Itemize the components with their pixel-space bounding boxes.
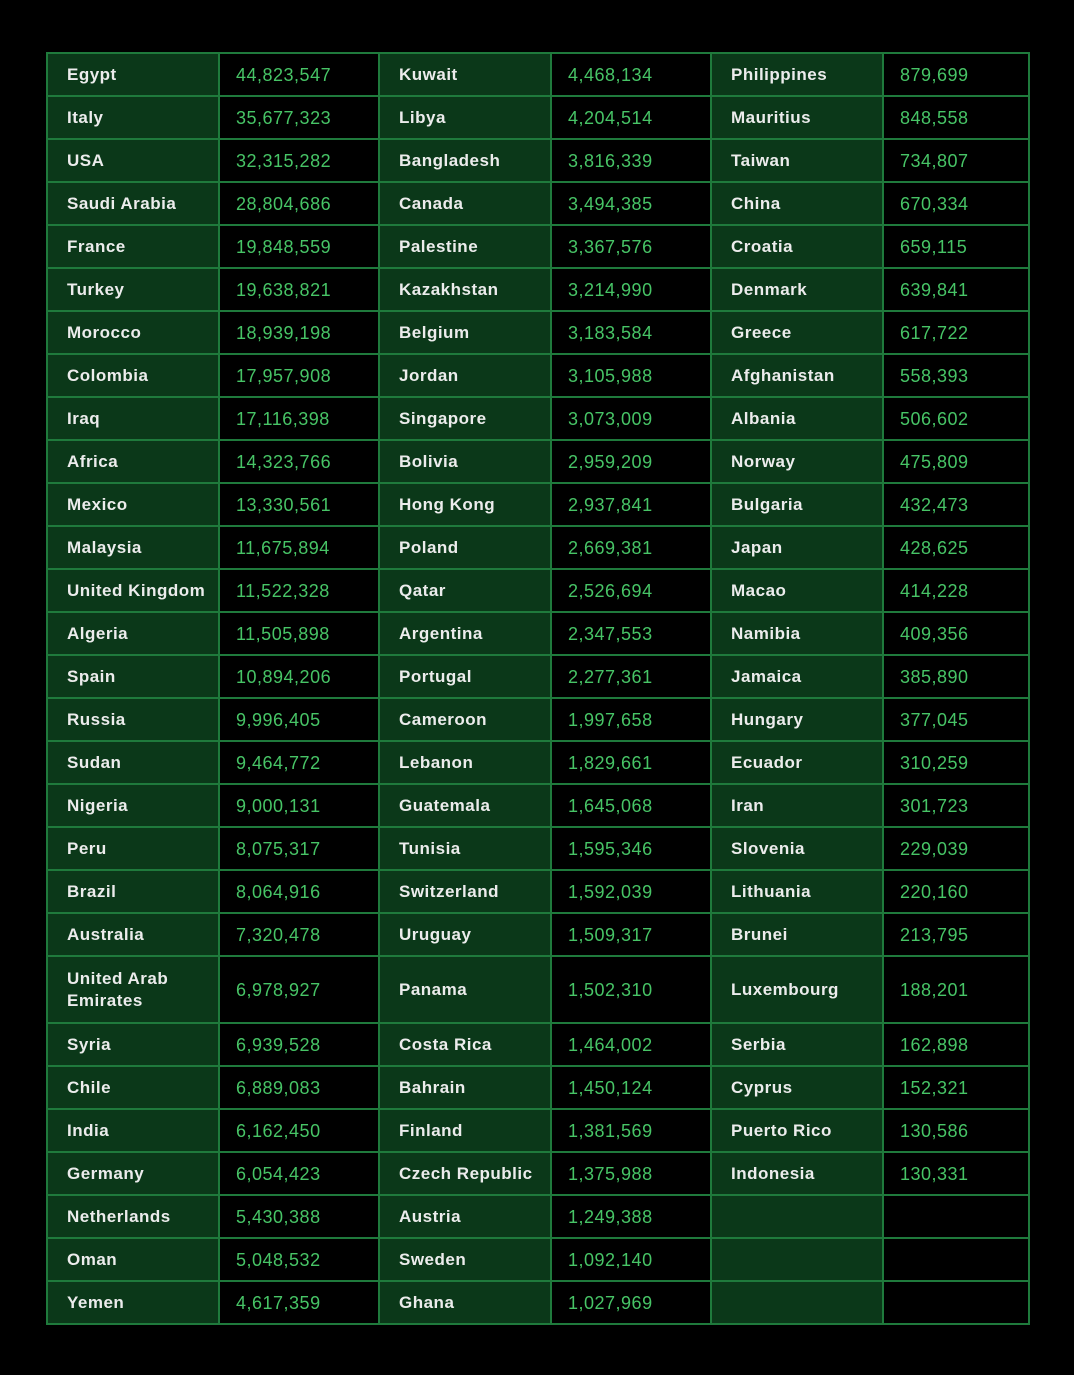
country-value-cell: 4,617,359 [219, 1281, 379, 1324]
country-name-cell: Nigeria [47, 784, 219, 827]
country-value-cell: 10,894,206 [219, 655, 379, 698]
country-value-cell: 1,997,658 [551, 698, 711, 741]
country-name-cell: India [47, 1109, 219, 1152]
country-name-cell: Cameroon [379, 698, 551, 741]
country-name-cell: Uruguay [379, 913, 551, 956]
country-value-cell: 28,804,686 [219, 182, 379, 225]
country-name-cell [711, 1281, 883, 1324]
country-value-cell: 3,073,009 [551, 397, 711, 440]
country-name-cell: Jordan [379, 354, 551, 397]
table-row [47, 1238, 1029, 1281]
table-row [47, 784, 1029, 827]
country-name-cell: Finland [379, 1109, 551, 1152]
country-name-cell: Hungary [711, 698, 883, 741]
country-value-cell: 1,595,346 [551, 827, 711, 870]
country-name-cell: Belgium [379, 311, 551, 354]
table-row [47, 354, 1029, 397]
country-value-cell: 639,841 [883, 268, 1029, 311]
country-value-cell: 229,039 [883, 827, 1029, 870]
country-name-cell: Turkey [47, 268, 219, 311]
country-name-cell: Puerto Rico [711, 1109, 883, 1152]
country-value-cell: 7,320,478 [219, 913, 379, 956]
country-value-cell: 428,625 [883, 526, 1029, 569]
country-value-cell: 558,393 [883, 354, 1029, 397]
table-row [47, 698, 1029, 741]
country-name-cell: Malaysia [47, 526, 219, 569]
country-value-cell: 18,939,198 [219, 311, 379, 354]
country-name-cell: Panama [379, 956, 551, 1023]
country-name-cell: Qatar [379, 569, 551, 612]
country-name-cell: Chile [47, 1066, 219, 1109]
country-value-cell: 130,586 [883, 1109, 1029, 1152]
table-row [47, 440, 1029, 483]
country-name-cell: Singapore [379, 397, 551, 440]
country-name-cell: Macao [711, 569, 883, 612]
country-value-cell: 1,027,969 [551, 1281, 711, 1324]
country-value-cell [883, 1238, 1029, 1281]
country-name-cell: Switzerland [379, 870, 551, 913]
country-value-cell: 310,259 [883, 741, 1029, 784]
country-name-cell: Spain [47, 655, 219, 698]
table-row [47, 827, 1029, 870]
table-row [47, 913, 1029, 956]
country-name-cell: Netherlands [47, 1195, 219, 1238]
country-value-cell: 162,898 [883, 1023, 1029, 1066]
country-value-cell: 670,334 [883, 182, 1029, 225]
table-row [47, 397, 1029, 440]
country-name-cell: Hong Kong [379, 483, 551, 526]
country-value-cell: 11,505,898 [219, 612, 379, 655]
country-value-cell: 11,675,894 [219, 526, 379, 569]
country-value-cell: 734,807 [883, 139, 1029, 182]
table-row [47, 1066, 1029, 1109]
country-value-cell: 6,162,450 [219, 1109, 379, 1152]
country-value-cell: 9,996,405 [219, 698, 379, 741]
table-row [47, 1109, 1029, 1152]
table-row [47, 1152, 1029, 1195]
country-value-cell: 213,795 [883, 913, 1029, 956]
country-value-cell: 506,602 [883, 397, 1029, 440]
country-name-cell: Yemen [47, 1281, 219, 1324]
country-name-cell: Mauritius [711, 96, 883, 139]
country-name-cell: Japan [711, 526, 883, 569]
country-value-cell: 11,522,328 [219, 569, 379, 612]
country-name-cell: Mexico [47, 483, 219, 526]
table-row [47, 1023, 1029, 1066]
country-name-cell: Greece [711, 311, 883, 354]
country-name-cell: Oman [47, 1238, 219, 1281]
country-value-cell: 2,959,209 [551, 440, 711, 483]
country-name-cell: Kuwait [379, 53, 551, 96]
country-name-cell: Libya [379, 96, 551, 139]
country-value-cell: 475,809 [883, 440, 1029, 483]
country-value-cell: 32,315,282 [219, 139, 379, 182]
country-value-cell: 1,464,002 [551, 1023, 711, 1066]
country-value-cell: 409,356 [883, 612, 1029, 655]
country-value-cell: 9,000,131 [219, 784, 379, 827]
country-value-cell: 6,054,423 [219, 1152, 379, 1195]
country-value-cell: 377,045 [883, 698, 1029, 741]
table-row [47, 1195, 1029, 1238]
country-value-cell: 1,092,140 [551, 1238, 711, 1281]
country-name-cell: France [47, 225, 219, 268]
country-value-cell: 2,526,694 [551, 569, 711, 612]
country-value-cell: 385,890 [883, 655, 1029, 698]
country-value-cell: 3,494,385 [551, 182, 711, 225]
country-name-cell: China [711, 182, 883, 225]
country-value-cell: 19,638,821 [219, 268, 379, 311]
country-name-cell: Philippines [711, 53, 883, 96]
country-name-cell: Kazakhstan [379, 268, 551, 311]
table-row [47, 53, 1029, 96]
country-name-cell: Bangladesh [379, 139, 551, 182]
country-value-cell: 13,330,561 [219, 483, 379, 526]
country-name-cell [711, 1238, 883, 1281]
country-name-cell: United Arab Emirates [47, 956, 219, 1023]
country-value-table [46, 52, 1030, 1325]
country-name-cell: Saudi Arabia [47, 182, 219, 225]
country-name-cell: Iraq [47, 397, 219, 440]
country-value-cell: 848,558 [883, 96, 1029, 139]
country-value-cell: 9,464,772 [219, 741, 379, 784]
country-value-cell: 130,331 [883, 1152, 1029, 1195]
country-value-cell: 1,509,317 [551, 913, 711, 956]
country-value-cell: 17,957,908 [219, 354, 379, 397]
country-name-cell: Namibia [711, 612, 883, 655]
country-name-cell [711, 1195, 883, 1238]
country-value-cell: 1,592,039 [551, 870, 711, 913]
country-value-cell: 44,823,547 [219, 53, 379, 96]
country-value-cell: 19,848,559 [219, 225, 379, 268]
country-name-cell: Norway [711, 440, 883, 483]
table-row [47, 1281, 1029, 1324]
country-name-cell: Sweden [379, 1238, 551, 1281]
country-name-cell: Cyprus [711, 1066, 883, 1109]
table-row [47, 612, 1029, 655]
table-row [47, 268, 1029, 311]
country-value-cell: 6,889,083 [219, 1066, 379, 1109]
country-value-cell: 879,699 [883, 53, 1029, 96]
country-value-cell: 6,978,927 [219, 956, 379, 1023]
country-value-cell: 617,722 [883, 311, 1029, 354]
country-value-cell: 4,468,134 [551, 53, 711, 96]
table-row [47, 741, 1029, 784]
country-name-cell: Afghanistan [711, 354, 883, 397]
country-value-cell: 35,677,323 [219, 96, 379, 139]
country-name-cell: Albania [711, 397, 883, 440]
country-name-cell: USA [47, 139, 219, 182]
country-name-cell: Indonesia [711, 1152, 883, 1195]
country-value-cell: 1,645,068 [551, 784, 711, 827]
country-value-cell: 432,473 [883, 483, 1029, 526]
table-row [47, 96, 1029, 139]
country-name-cell: Jamaica [711, 655, 883, 698]
country-name-cell: Czech Republic [379, 1152, 551, 1195]
country-name-cell: Italy [47, 96, 219, 139]
country-name-cell: Ghana [379, 1281, 551, 1324]
country-name-cell: Bolivia [379, 440, 551, 483]
country-name-cell: Australia [47, 913, 219, 956]
country-name-cell: Algeria [47, 612, 219, 655]
country-value-cell: 3,105,988 [551, 354, 711, 397]
country-name-cell: Croatia [711, 225, 883, 268]
country-value-cell: 6,939,528 [219, 1023, 379, 1066]
country-name-cell: Canada [379, 182, 551, 225]
country-value-cell: 8,075,317 [219, 827, 379, 870]
country-name-cell: Slovenia [711, 827, 883, 870]
table-row [47, 526, 1029, 569]
country-value-cell: 5,430,388 [219, 1195, 379, 1238]
country-name-cell: Denmark [711, 268, 883, 311]
table-row [47, 870, 1029, 913]
country-value-cell: 1,249,388 [551, 1195, 711, 1238]
country-name-cell: Argentina [379, 612, 551, 655]
country-value-cell: 1,375,988 [551, 1152, 711, 1195]
country-name-cell: Egypt [47, 53, 219, 96]
country-name-cell: Serbia [711, 1023, 883, 1066]
country-name-cell: Guatemala [379, 784, 551, 827]
country-value-cell: 2,937,841 [551, 483, 711, 526]
table-row [47, 182, 1029, 225]
country-name-cell: Iran [711, 784, 883, 827]
country-name-cell: Lithuania [711, 870, 883, 913]
table-body [47, 53, 1029, 1324]
table-row [47, 139, 1029, 182]
country-value-cell: 3,214,990 [551, 268, 711, 311]
country-name-cell: Luxembourg [711, 956, 883, 1023]
country-name-cell: Colombia [47, 354, 219, 397]
table-row [47, 311, 1029, 354]
country-name-cell: Russia [47, 698, 219, 741]
country-value-cell: 3,183,584 [551, 311, 711, 354]
table-row [47, 956, 1029, 1023]
country-value-cell: 1,450,124 [551, 1066, 711, 1109]
country-name-cell: Germany [47, 1152, 219, 1195]
country-value-cell: 1,381,569 [551, 1109, 711, 1152]
country-name-cell: Portugal [379, 655, 551, 698]
country-name-cell: Morocco [47, 311, 219, 354]
country-value-cell: 14,323,766 [219, 440, 379, 483]
country-name-cell: Taiwan [711, 139, 883, 182]
country-value-cell: 2,277,361 [551, 655, 711, 698]
country-name-cell: Sudan [47, 741, 219, 784]
table-row [47, 655, 1029, 698]
country-name-cell: Ecuador [711, 741, 883, 784]
country-name-cell: Poland [379, 526, 551, 569]
country-value-cell: 1,829,661 [551, 741, 711, 784]
country-name-cell: Palestine [379, 225, 551, 268]
country-value-cell [883, 1195, 1029, 1238]
country-name-cell: Brazil [47, 870, 219, 913]
country-value-cell: 1,502,310 [551, 956, 711, 1023]
country-name-cell: Brunei [711, 913, 883, 956]
country-value-cell: 5,048,532 [219, 1238, 379, 1281]
country-name-cell: Austria [379, 1195, 551, 1238]
country-value-cell: 414,228 [883, 569, 1029, 612]
country-value-cell: 3,367,576 [551, 225, 711, 268]
country-value-cell: 152,321 [883, 1066, 1029, 1109]
country-value-cell: 301,723 [883, 784, 1029, 827]
country-value-cell [883, 1281, 1029, 1324]
table-row [47, 483, 1029, 526]
country-value-cell: 659,115 [883, 225, 1029, 268]
country-value-cell: 188,201 [883, 956, 1029, 1023]
country-name-cell: Syria [47, 1023, 219, 1066]
country-value-cell: 17,116,398 [219, 397, 379, 440]
country-value-cell: 4,204,514 [551, 96, 711, 139]
table-row [47, 225, 1029, 268]
country-value-cell: 2,669,381 [551, 526, 711, 569]
country-value-cell: 2,347,553 [551, 612, 711, 655]
country-name-cell: Africa [47, 440, 219, 483]
country-name-cell: Peru [47, 827, 219, 870]
country-name-cell: Bulgaria [711, 483, 883, 526]
country-name-cell: Tunisia [379, 827, 551, 870]
country-value-cell: 8,064,916 [219, 870, 379, 913]
country-value-cell: 3,816,339 [551, 139, 711, 182]
country-name-cell: Lebanon [379, 741, 551, 784]
country-name-cell: United Kingdom [47, 569, 219, 612]
country-name-cell: Bahrain [379, 1066, 551, 1109]
table-row [47, 569, 1029, 612]
country-name-cell: Costa Rica [379, 1023, 551, 1066]
country-value-cell: 220,160 [883, 870, 1029, 913]
